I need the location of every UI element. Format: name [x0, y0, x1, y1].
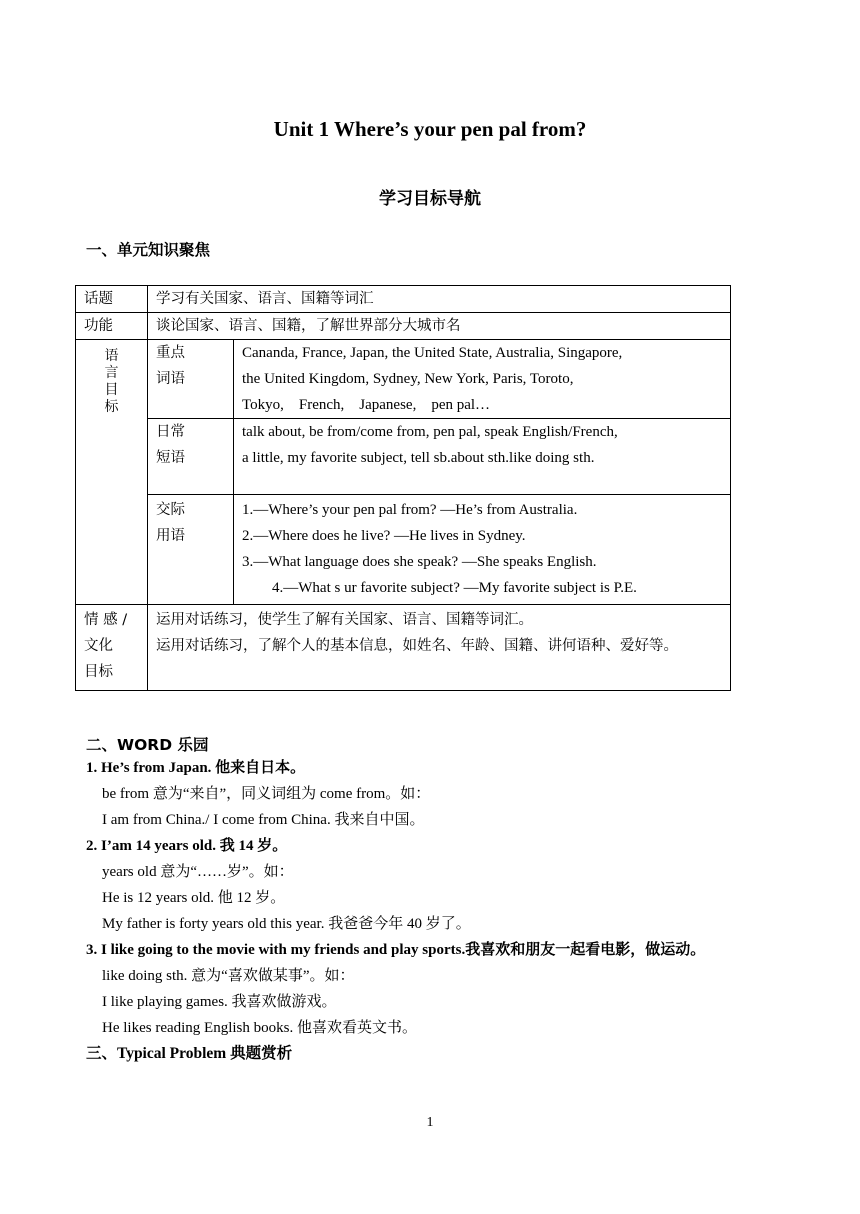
table-row-expressions [76, 495, 731, 605]
language-goal-label [76, 340, 148, 605]
word-item-line: be from 意为“来自”，同义词组为 come from。如： [102, 786, 431, 802]
function-label: 功能 [76, 313, 148, 340]
expression-line: 2.—Where does he live? —He lives in Sydney. [242, 528, 526, 544]
table-row-emotion [76, 605, 731, 691]
word-item-line: He likes reading English books. 他喜欢看英文书。 [102, 1020, 417, 1036]
phrases-label [148, 419, 234, 495]
language-goal-char: 标 [104, 399, 119, 415]
vocab-line: the United Kingdom, Sydney, New York, Paris, Toroto, [242, 371, 574, 387]
word-item-line: I am from China./ I come from China. 我来自中国。 [102, 812, 425, 828]
vocab-line: Tokyo, French, Japanese, pen pal… [242, 397, 491, 413]
topic-content: 学习有关国家、语言、国籍等词汇 [148, 286, 731, 313]
table-row-vocab [76, 340, 731, 419]
word-item-line: He is 12 years old. 他 12 岁。 [102, 890, 286, 906]
function-content: 谈论国家、语言、国籍，了解世界部分大城市名 [148, 313, 731, 340]
emotion-label-line: 情 感 / [84, 612, 128, 628]
expressions-label-line: 用语 [156, 528, 185, 544]
page-number: 1 [426, 1115, 434, 1130]
subtitle: 学习目标导航 [379, 189, 481, 209]
expressions-content [234, 495, 731, 605]
emotion-label [76, 605, 148, 691]
emotion-label-line: 文化 [84, 638, 113, 654]
word-item-line: My father is forty years old this year. 我爸爸今年 40 岁了。 [102, 916, 471, 932]
phrases-line: a little, my favorite subject, tell sb.about sth.like doing sth. [242, 450, 595, 466]
expression-line: 1.—Where’s your pen pal from? —He’s from Australia. [242, 502, 578, 518]
word-item-line: years old 意为“……岁”。如： [102, 864, 294, 880]
vocab-line: Cananda, France, Japan, the United State, Australia, Singapore, [242, 345, 623, 361]
topic-label: 话题 [76, 286, 148, 313]
expression-line: 3.—What language does she speak? —She speaks English. [242, 554, 597, 570]
word-item-line: I like playing games. 我喜欢做游戏。 [102, 994, 337, 1010]
emotion-label-line: 目标 [84, 664, 113, 680]
vocab-label-line: 重点 [156, 345, 185, 361]
vocab-label-line: 词语 [156, 371, 185, 387]
section-heading-knowledge: 一、单元知识聚焦 [86, 241, 211, 259]
page-title: Unit 1 Where’s your pen pal from? [273, 117, 587, 141]
emotion-line: 运用对话练习，了解个人的基本信息，如姓名、年龄、国籍、讲何语种、爱好等。 [156, 638, 678, 654]
vocab-content [234, 340, 731, 419]
phrases-line: talk about, be from/come from, pen pal, speak English/French, [242, 424, 618, 440]
phrases-label-line: 短语 [156, 450, 185, 466]
word-item-title: 2. I’am 14 years old. 我 14 岁。 [86, 838, 288, 854]
table-row-function [76, 313, 731, 340]
expression-line: 4.—What s ur favorite subject? —My favorite subject is P.E. [272, 580, 637, 596]
word-item-line: like doing sth. 意为“喜欢做某事”。如： [102, 968, 355, 984]
word-item-title: 1. He’s from Japan. 他来自日本。 [86, 760, 306, 776]
learning-goals-table [75, 285, 731, 691]
phrases-content [234, 419, 731, 495]
section-heading-word: 二、WORD 乐园 [86, 736, 209, 754]
word-section [86, 755, 806, 1067]
emotion-content [148, 605, 731, 691]
language-goal-char: 目 [104, 382, 119, 398]
language-goal-char: 言 [104, 365, 119, 381]
section-heading-typical-problem: 三、Typical Problem 典题赏析 [86, 1045, 293, 1062]
table-row-phrases [76, 419, 731, 495]
vocab-label [148, 340, 234, 419]
emotion-line: 运用对话练习，使学生了解有关国家、语言、国籍等词汇。 [156, 612, 533, 628]
table-row-topic [76, 286, 731, 313]
phrases-label-line: 日常 [156, 424, 185, 440]
expressions-label-line: 交际 [156, 502, 185, 518]
language-goal-char: 语 [104, 348, 119, 364]
expressions-label [148, 495, 234, 605]
word-item-title: 3. I like going to the movie with my friends and play sports.我喜欢和朋友一起看电影，做运动。 [86, 942, 706, 958]
